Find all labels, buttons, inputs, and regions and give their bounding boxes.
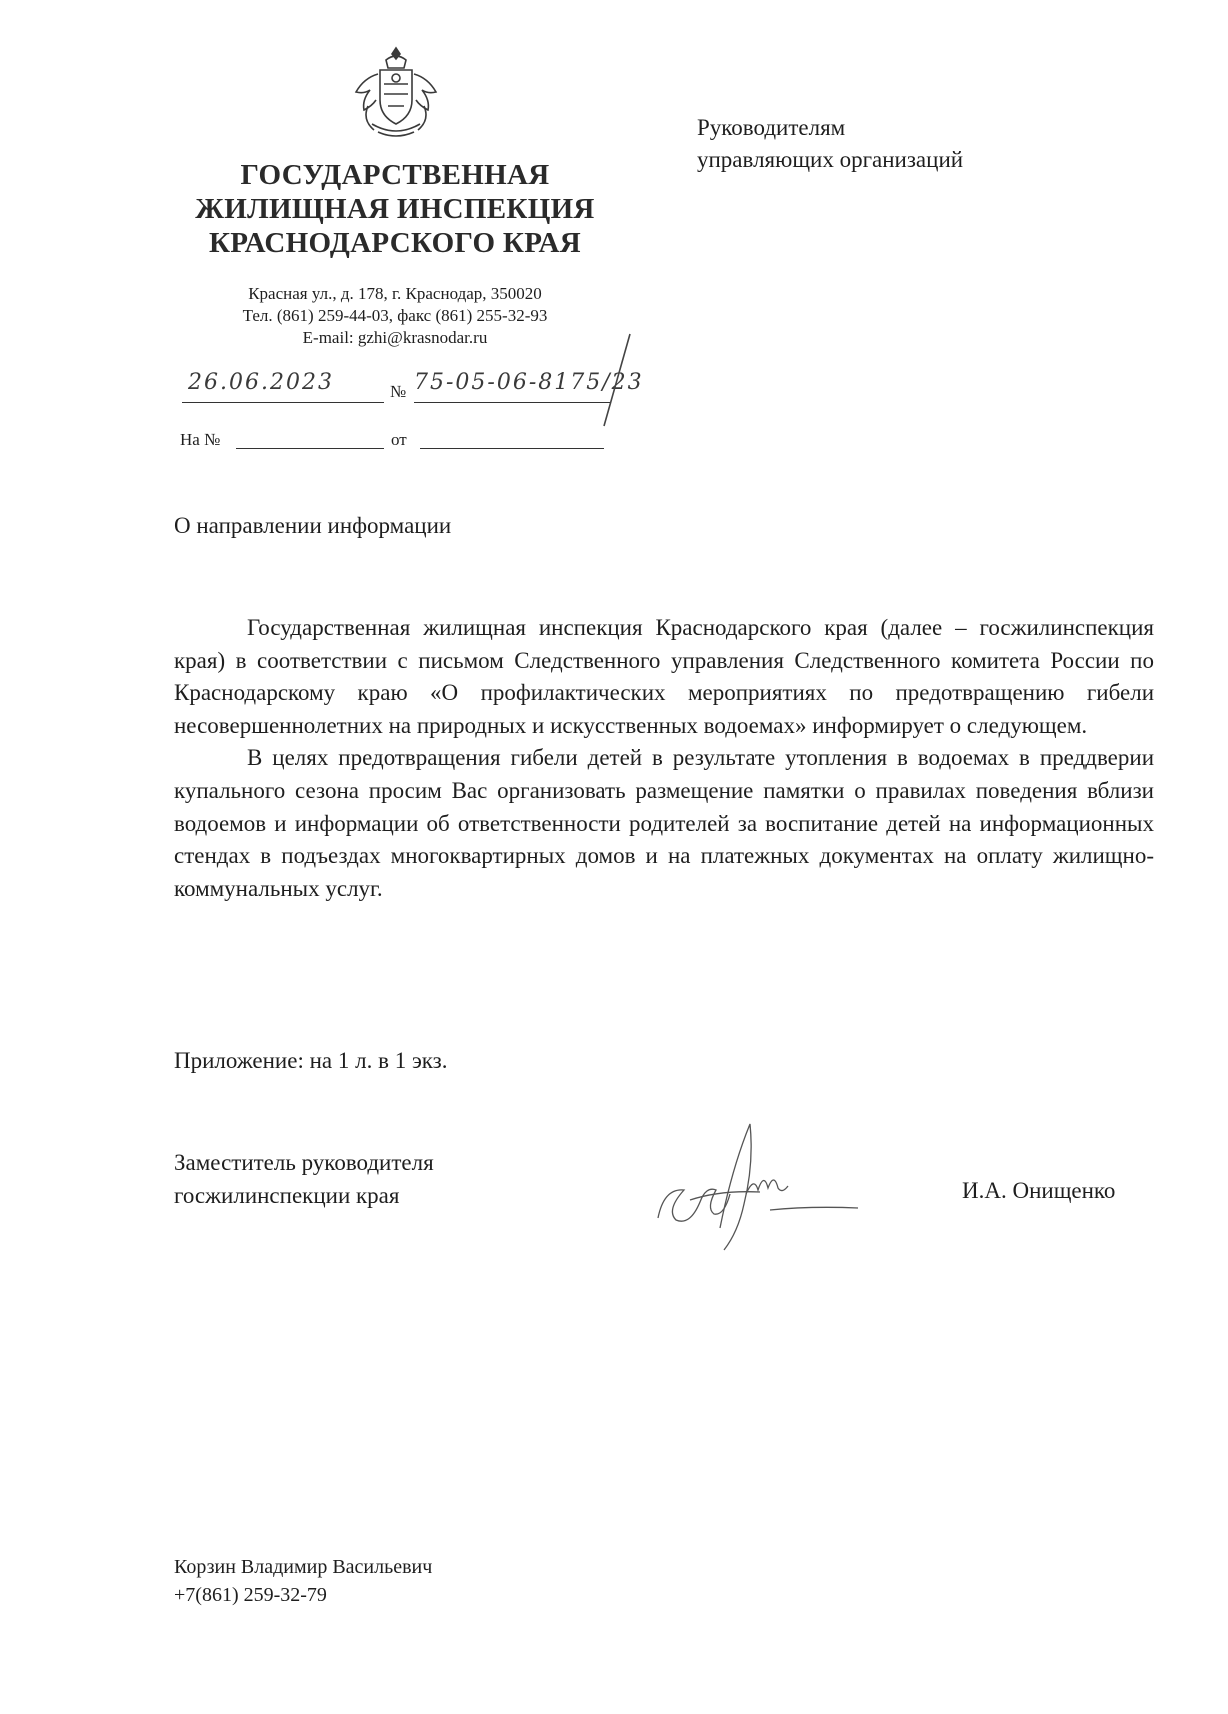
addressee (697, 112, 1117, 176)
reference-date-label: от (391, 430, 407, 449)
executor-name: Корзин Владимир Васильевич (174, 1556, 433, 1578)
outgoing-number: 75-05-06-8175/23 (414, 370, 644, 395)
reference-date-line (420, 448, 604, 449)
addressee-line1: Руководителям (697, 115, 846, 140)
body-paragraph-1: Государственная жилищная инспекция Краснодарского края (далее – госжилинспекция края) в соответствии с письмом Следственного управления Следственного комитета России по Краснодарскому краю «О профилактических мероприятиях по предотвращению гибели несовершеннолетних на природных и искусственных водоемах» информирует о следующем. (174, 615, 1154, 738)
org-name-line2: ЖИЛИЩНАЯ ИНСПЕКЦИЯ (195, 193, 595, 225)
org-email: E-mail: gzhi@krasnodar.ru (302, 328, 488, 347)
body-paragraph-2: В целях предотвращения гибели детей в результате утопления в водоемах в преддверии купального сезона просим Вас организовать размещение памятки о правилах поведения вблизи водоемов и информации об ответственности родителей за воспитание детей на информационных стендах в подъездах многоквартирных домов и на платежных документах на оплату жилищно-коммунальных услуг. (174, 745, 1154, 901)
number-underline (414, 402, 610, 403)
signer-position-line2: госжилинспекции края (174, 1183, 400, 1208)
coat-of-arms-emblem (348, 44, 444, 144)
handwritten-slash-mark (596, 330, 636, 430)
org-address: Красная ул., д. 178, г. Краснодар, 350020 (248, 284, 542, 303)
handwritten-signature (650, 1110, 860, 1260)
signer-position (174, 1146, 574, 1212)
addressee-line2: управляющих организаций (697, 147, 964, 172)
executor-phone: +7(861) 259-32-79 (174, 1584, 327, 1606)
number-label: № (390, 382, 407, 401)
org-name-line1: ГОСУДАРСТВЕННАЯ (240, 159, 550, 191)
appendix-note: Приложение: на 1 л. в 1 экз. (174, 1048, 448, 1073)
reference-number-line (236, 448, 384, 449)
org-name-line3: КРАСНОДАРСКОГО КРАЯ (208, 227, 582, 259)
signer-name: И.А. Онищенко (962, 1178, 1116, 1203)
letter-body (174, 612, 1154, 905)
executor-info (174, 1553, 574, 1609)
signer-position-line1: Заместитель руководителя (174, 1150, 434, 1175)
date-underline (182, 402, 384, 403)
outgoing-date: 26.06.2023 (188, 370, 334, 395)
org-phone-fax: Тел. (861) 259-44-03, факс (861) 255-32-93 (242, 306, 548, 325)
reference-number-label: На № (180, 430, 221, 449)
letter-subject: О направлении информации (174, 513, 452, 538)
organization-contacts (160, 283, 630, 349)
organization-name (150, 158, 640, 260)
